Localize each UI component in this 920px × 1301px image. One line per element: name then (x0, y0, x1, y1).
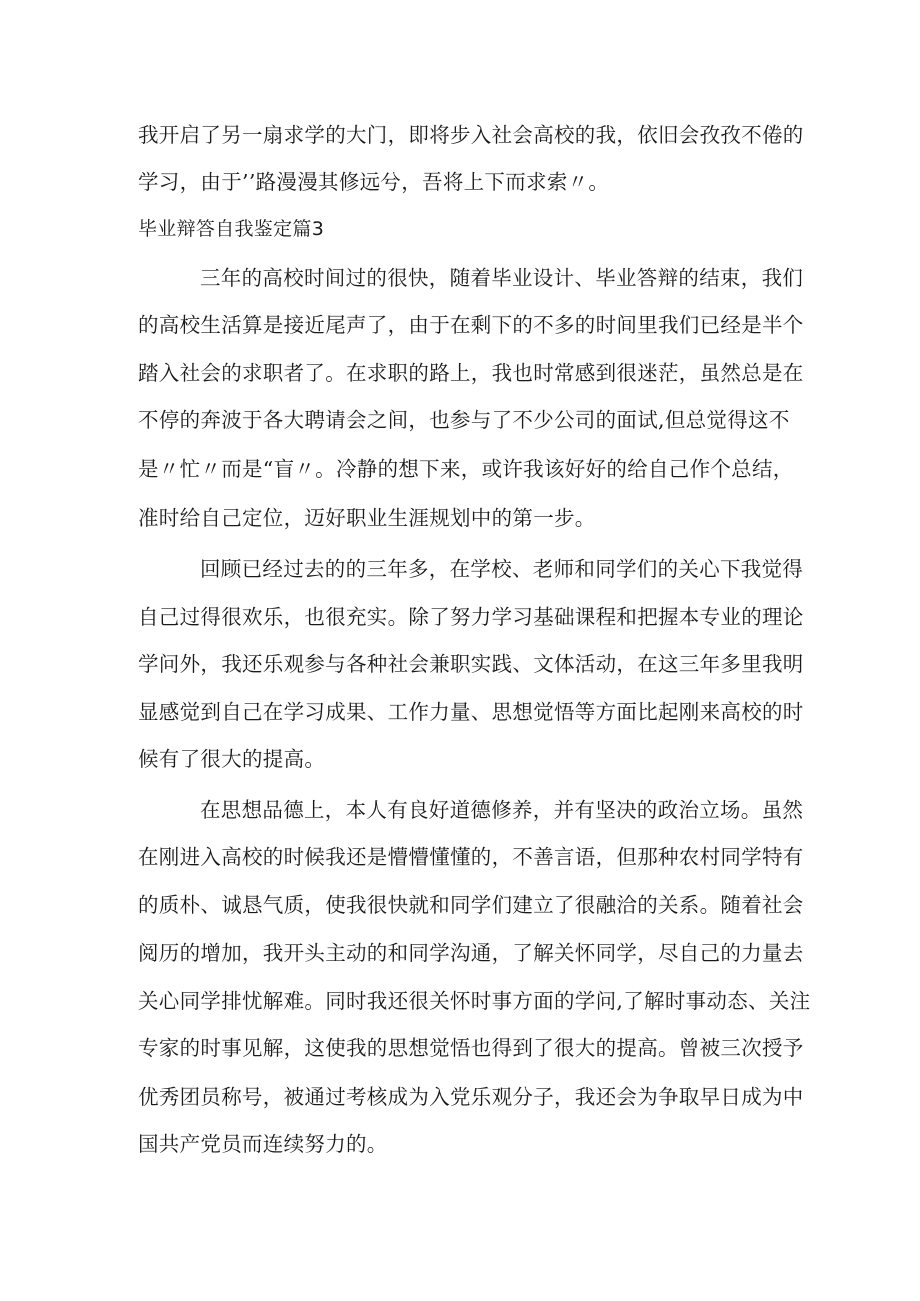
paragraph-1-line-6: 准时给自己定位，迈好职业生涯规划中的第一步。 (138, 506, 596, 530)
paragraph-1-line-3: 踏入社会的求职者了。在求职的路上，我也时常感到很迷茫，虽然总是在 (138, 361, 804, 385)
paragraph-1-line-4: 不停的奔波于各大聘请会之间，也参与了不少公司的面试,但总觉得这不 (138, 408, 790, 432)
paragraph-3-line-3: 的质朴、诚恳气质，使我很快就和同学们建立了很融洽的关系。随着社会 (138, 893, 804, 917)
paragraph-2-line-1: 回顾已经过去的的三年多，在学校、老师和同学们的关心下我觉得 (200, 557, 804, 581)
paragraph-3-line-8: 国共产党员而连续努力的。 (138, 1132, 388, 1156)
paragraph-2-line-2: 自己过得很欢乐，也很充实。除了努力学习基础课程和把握本专业的理论 (138, 605, 804, 629)
section-title: 毕业辩答自我鉴定篇3 (138, 218, 325, 240)
paragraph-3-line-7: 优秀团员称号，被通过考核成为入党乐观分子，我还会为争取早日成为中 (138, 1085, 804, 1109)
paragraph-3-line-4: 阅历的增加，我开头主动的和同学沟通，了解关怀同学，尽自己的力量去 (138, 941, 804, 965)
intro-line-1: 我开启了另一扇求学的大门，即将步入社会高校的我，依旧会孜孜不倦的 (138, 123, 804, 147)
paragraph-3-line-5: 关心同学排忧解难。同时我还很关怀时事方面的学问,了解时事动态、关注 (138, 989, 811, 1013)
paragraph-3-line-1: 在思想品德上，本人有良好道德修养，并有坚决的政治立场。虽然 (200, 798, 804, 822)
paragraph-2-line-3: 学问外，我还乐观参与各种社会兼职实践、文体活动，在这三年多里我明 (138, 652, 804, 676)
intro-line-2: 学习，由于’’路漫漫其修远兮，吾将上下而求索〃。 (138, 170, 610, 194)
paragraph-1-line-5: 是〃忙〃而是“盲〃。冷静的想下来，或许我该好好的给自己作个总结， (138, 457, 794, 481)
paragraph-3-line-6: 专家的时事见解，这使我的思想觉悟也得到了很大的提高。曾被三次授予 (138, 1036, 804, 1060)
paragraph-1-line-2: 的高校生活算是接近尾声了，由于在剩下的不多的时间里我们已经是半个 (138, 313, 804, 337)
paragraph-2-line-5: 候有了很大的提高。 (138, 747, 326, 771)
paragraph-1-line-1: 三年的高校时间过的很快，随着毕业设计、毕业答辩的结束，我们 (200, 266, 804, 290)
paragraph-3-line-2: 在刚进入高校的时候我还是懵懵懂懂的，不善言语，但那种农村同学特有 (138, 845, 804, 869)
paragraph-2-line-4: 显感觉到自己在学习成果、工作力量、思想觉悟等方面比起刚来高校的时 (138, 700, 804, 724)
